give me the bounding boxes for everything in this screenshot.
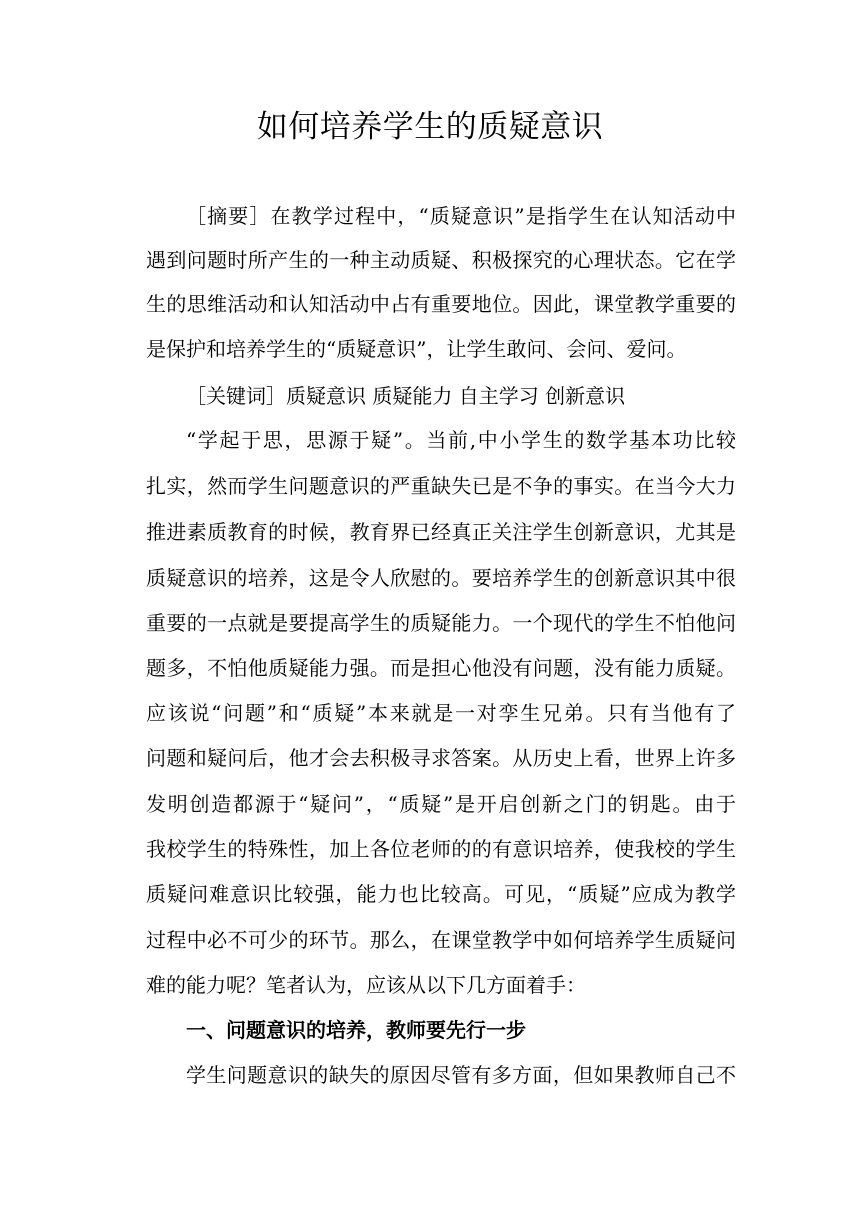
body-line-12: 过程中必不可少的环节。那么，在课堂教学中如何培养学生质疑问	[146, 928, 736, 952]
body-line-9: 发明创造都源于“疑问”，“质疑”是开启创新之门的钥匙。由于	[146, 792, 736, 816]
body-line-8: 问题和疑问后，他才会去积极寻求答案。从历史上看，世界上许多	[146, 746, 736, 770]
abstract-line-1: ［摘要］在教学过程中，“质疑意识”是指学生在认知活动中	[186, 204, 736, 228]
body-line-2: 扎实，然而学生问题意识的严重缺失已是不争的事实。在当今大力	[146, 474, 736, 498]
body-line-1: “学起于思，思源于疑”。当前,中小学生的数学基本功比较	[186, 428, 736, 452]
body-line-13: 难的能力呢？笔者认为，应该从以下几方面着手：	[146, 973, 586, 997]
body-line-3: 推进素质教育的时候，教育界已经真正关注学生创新意识，尤其是	[146, 520, 736, 544]
body-line-11: 质疑问难意识比较强，能力也比较高。可见，“质疑”应成为教学	[146, 882, 736, 906]
keywords-line: ［关键词］质疑意识 质疑能力 自主学习 创新意识	[186, 384, 626, 408]
body-line-6: 题多，不怕他质疑能力强。而是担心他没有问题，没有能力质疑。	[146, 656, 736, 680]
body-line-10: 我校学生的特殊性，加上各位老师的的有意识培养，使我校的学生	[146, 837, 736, 861]
section-heading: 一、问题意识的培养，教师要先行一步	[186, 1018, 526, 1042]
body-line-7: 应该说“问题”和“质疑”本来就是一对孪生兄弟。只有当他有了	[146, 701, 736, 725]
section-body-line-1: 学生问题意识的缺失的原因尽管有多方面，但如果教师自己不	[186, 1063, 736, 1087]
body-line-4: 质疑意识的培养，这是令人欣慰的。要培养学生的创新意识其中很	[146, 566, 736, 590]
abstract-line-4: 是保护和培养学生的“质疑意识”，让学生敢问、会问、爱问。	[146, 337, 687, 361]
abstract-line-2: 遇到问题时所产生的一种主动质疑、积极探究的心理状态。它在学	[146, 248, 736, 272]
document-title: 如何培养学生的质疑意识	[256, 109, 604, 145]
abstract-line-3: 生的思维活动和认知活动中占有重要地位。因此，课堂教学重要的	[146, 292, 736, 316]
body-line-5: 重要的一点就是要提高学生的质疑能力。一个现代的学生不怕他问	[146, 611, 736, 635]
